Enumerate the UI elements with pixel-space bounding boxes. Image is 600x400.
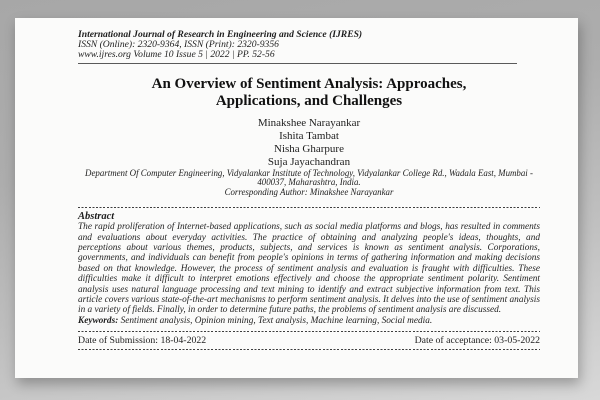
- affiliation: Department Of Computer Engineering, Vidyalankar Institute of Technology, Vidyalankar College Rd., Wadala East, Mumbai - 400037, Maharashtra, India.: [85, 168, 533, 188]
- author-name: Nisha Gharpure: [274, 143, 344, 155]
- abstract-heading: Abstract: [78, 211, 115, 223]
- author-name: Minakshee Narayankar: [257, 117, 361, 129]
- abstract-body: The rapid proliferation of Internet-based applications, such as social media platforms and blogs, has resulted in comments and evaluations about everyday activities. The practice of obtaining and analyzing people's ideas, thoughts, and perceptions about various themes, products, subjects, and services is known as sentiment analysis. Corporations, governments, and individuals can benefit from people's opinions in terms of gathering information and making decisions based on that knowledge. However, the process of sentiment analysis and evaluation is fraught with difficulties. These difficulties make it difficult to interpret emotions effectively and choose the appropriate sentiment polarity. Sentiment analysis uses natural language processing and text mining to identify and extract subjective information from text. This article covers various state-of-the-art mechanisms to perform sentiment analysis. It delves into the use of sentiment analysis in a variety of fields. Finally, in order to determine future paths, the problems of sentiment analysis are discussed.: [78, 222, 540, 316]
- date-of-acceptance: Date of acceptance: 03-05-2022: [414, 335, 540, 347]
- author-name: Suja Jayachandran: [267, 156, 351, 168]
- author-list: [78, 117, 540, 169]
- journal-header: [78, 30, 540, 60]
- paper-page: [15, 18, 578, 378]
- dates-separator-bottom: [78, 349, 540, 351]
- keywords-line: [78, 316, 540, 326]
- keywords-label: Keywords:: [78, 315, 119, 326]
- date-of-submission: Date of Submission: 18-04-2022: [78, 335, 207, 347]
- keywords-text: Sentiment analysis, Opinion mining, Text analysis, Machine learning, Social media.: [118, 315, 433, 326]
- dates-separator-top: [78, 331, 540, 333]
- article-title-line: Applications, and Challenges: [215, 92, 403, 109]
- journal-issn-line: ISSN (Online): 2320-9364, ISSN (Print): 2320-9356: [78, 39, 279, 50]
- journal-volume-line: www.ijres.org Volume 10 Issue 5 | 2022 | PP. 52-56: [78, 49, 275, 60]
- article-title: [78, 76, 540, 109]
- article-title-line: An Overview of Sentiment Analysis: Approaches,: [151, 76, 467, 92]
- dates-row: [78, 335, 540, 346]
- author-name: Ishita Tambat: [279, 130, 339, 142]
- abstract-separator: [78, 207, 540, 209]
- corresponding-author: Corresponding Author: Minakshee Narayankar: [224, 186, 394, 197]
- journal-name: International Journal of Research in Engineering and Science (IJRES): [78, 29, 363, 40]
- header-rule: [78, 63, 517, 64]
